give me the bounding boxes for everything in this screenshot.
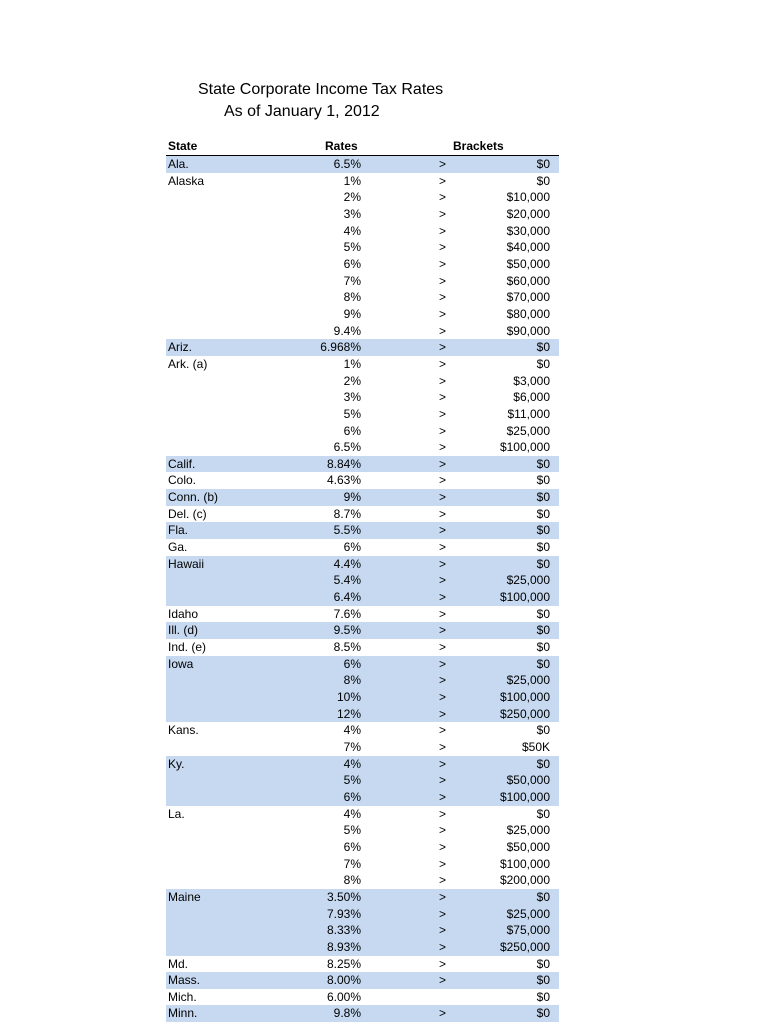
table-row	[166, 556, 559, 573]
state-cell: Del. (c)	[168, 506, 207, 521]
state-cell: La.	[168, 806, 185, 821]
table-row	[166, 989, 559, 1006]
operator-cell: >	[439, 606, 447, 621]
bracket-cell: $30,000	[506, 223, 550, 238]
rate-cell: 10%	[336, 690, 361, 704]
table-row	[166, 273, 559, 290]
state-cell: Conn. (b)	[168, 490, 219, 505]
operator-cell: >	[439, 173, 447, 188]
operator-cell: >	[439, 406, 447, 421]
table-row	[166, 489, 559, 506]
operator-cell: >	[439, 973, 447, 988]
rate-cell: 3%	[343, 206, 361, 221]
table-row	[166, 622, 559, 639]
bracket-cell: $0	[536, 473, 550, 488]
table-row	[166, 173, 559, 190]
column-header-state: State	[168, 139, 198, 153]
table-row	[166, 156, 559, 173]
rate-cell: 4.63%	[326, 473, 361, 488]
rate-cell: 1%	[343, 356, 361, 371]
state-cell: Idaho	[168, 606, 199, 621]
table-row	[166, 522, 559, 539]
rate-cell: 3.50%	[326, 889, 361, 904]
bracket-cell: $25,000	[506, 423, 550, 438]
state-cell: Calif.	[168, 456, 196, 471]
operator-cell: >	[439, 823, 447, 838]
operator-cell: >	[439, 306, 447, 321]
operator-cell: >	[439, 523, 447, 538]
document-subtitle: As of January 1, 2012	[224, 103, 380, 120]
table-row	[166, 239, 559, 256]
bracket-cell: $0	[536, 889, 550, 904]
bracket-cell: $0	[536, 173, 550, 188]
state-cell: Md.	[168, 956, 189, 971]
state-cell: Ill. (d)	[168, 623, 198, 638]
bracket-cell: $250,000	[499, 706, 550, 721]
bracket-cell: $0	[536, 540, 550, 555]
operator-cell: >	[439, 723, 447, 738]
rate-cell: 2%	[343, 190, 361, 205]
table-row	[166, 189, 559, 206]
state-cell: Ariz.	[168, 340, 192, 355]
bracket-cell: $40,000	[506, 240, 550, 255]
table-row	[166, 389, 559, 406]
bracket-cell: $0	[536, 989, 550, 1004]
bracket-cell: $70,000	[506, 290, 550, 305]
operator-cell: >	[439, 590, 447, 605]
document-title: State Corporate Income Tax Rates	[198, 81, 444, 98]
table-row	[166, 472, 559, 489]
table-row	[166, 956, 559, 973]
table-row	[166, 872, 559, 889]
state-cell: Ky.	[168, 756, 185, 771]
bracket-cell: $25,000	[506, 906, 550, 921]
table-row	[166, 889, 559, 906]
state-cell: Ala.	[168, 157, 189, 171]
rate-cell: 6%	[343, 789, 361, 804]
operator-cell: >	[439, 939, 447, 954]
state-cell: Ind. (e)	[168, 640, 207, 655]
rate-cell: 8.5%	[333, 640, 361, 655]
table-row	[166, 1005, 559, 1022]
state-cell: Ga.	[168, 540, 188, 555]
rate-cell: 9.8%	[333, 1006, 361, 1021]
operator-cell: >	[439, 157, 447, 171]
bracket-cell: $0	[536, 490, 550, 505]
bracket-cell: $11,000	[507, 406, 550, 421]
table-row	[166, 572, 559, 589]
rate-cell: 7.93%	[326, 906, 361, 921]
operator-cell: >	[439, 889, 447, 904]
bracket-cell: $6,000	[513, 390, 550, 405]
rate-cell: 5%	[343, 406, 361, 421]
operator-cell: >	[439, 390, 447, 405]
table-row	[166, 772, 559, 789]
column-header-brackets: Brackets	[453, 139, 504, 153]
state-cell: Mass.	[168, 973, 201, 988]
table-row	[166, 589, 559, 606]
operator-cell: >	[439, 356, 447, 371]
rate-cell: 9.5%	[333, 623, 361, 638]
rate-cell: 2%	[343, 373, 361, 388]
table-row	[166, 789, 559, 806]
operator-cell: >	[439, 190, 447, 205]
rate-cell: 9%	[343, 306, 361, 321]
table-row	[166, 972, 559, 989]
bracket-cell: $0	[536, 656, 550, 671]
table-row	[166, 839, 559, 856]
bracket-cell: $0	[536, 806, 550, 821]
state-cell: Mich.	[168, 989, 197, 1004]
table-row	[166, 939, 559, 956]
rate-cell: 8.33%	[326, 923, 361, 938]
table-header	[166, 138, 559, 156]
state-cell: Kans.	[168, 723, 199, 738]
table-row	[166, 206, 559, 223]
operator-cell: >	[439, 640, 447, 655]
table-row	[166, 289, 559, 306]
bracket-cell: $3,000	[513, 373, 550, 388]
rate-cell: 6%	[343, 423, 361, 438]
table-row	[166, 606, 559, 623]
bracket-cell: $0	[536, 1006, 550, 1021]
operator-cell: >	[439, 206, 447, 221]
table-row	[166, 906, 559, 923]
bracket-cell: $250,000	[499, 939, 550, 954]
operator-cell: >	[439, 473, 447, 488]
bracket-cell: $60,000	[506, 273, 550, 288]
rate-cell: 6.00%	[326, 989, 361, 1004]
table-row	[166, 706, 559, 723]
bracket-cell: $0	[536, 556, 550, 571]
rate-cell: 5.5%	[333, 523, 361, 538]
rate-cell: 5.4%	[333, 573, 361, 588]
bracket-cell: $0	[536, 623, 550, 638]
bracket-cell: $0	[536, 606, 550, 621]
rate-cell: 5%	[343, 773, 361, 788]
table-row	[166, 739, 559, 756]
bracket-cell: $0	[536, 506, 550, 521]
bracket-cell: $0	[536, 157, 550, 171]
operator-cell: >	[439, 706, 447, 721]
operator-cell: >	[439, 323, 447, 338]
table-row	[166, 423, 559, 440]
bracket-cell: $0	[536, 340, 550, 355]
rate-cell: 6%	[343, 540, 361, 555]
bracket-cell: $0	[536, 456, 550, 471]
operator-cell: >	[439, 1006, 447, 1021]
operator-cell: >	[439, 506, 447, 521]
bracket-cell: $0	[536, 640, 550, 655]
operator-cell: >	[439, 956, 447, 971]
table-row	[166, 806, 559, 823]
table-row	[166, 689, 559, 706]
operator-cell: >	[439, 290, 447, 305]
operator-cell: >	[439, 456, 447, 471]
rate-cell: 5%	[343, 823, 361, 838]
rate-cell: 6.4%	[333, 590, 361, 605]
table-row	[166, 922, 559, 939]
bracket-cell: $100,000	[499, 590, 550, 605]
operator-cell: >	[439, 240, 447, 255]
rate-cell: 8%	[343, 873, 361, 888]
state-cell: Iowa	[168, 656, 194, 671]
table-row	[166, 406, 559, 423]
operator-cell: >	[439, 440, 447, 455]
operator-cell: >	[439, 789, 447, 804]
table-row	[166, 306, 559, 323]
bracket-cell: $0	[536, 723, 550, 738]
rate-cell: 5%	[343, 240, 361, 255]
bracket-cell: $0	[536, 523, 550, 538]
operator-cell: >	[439, 673, 447, 688]
table-row	[166, 856, 559, 873]
operator-cell: >	[439, 756, 447, 771]
bracket-cell: $25,000	[506, 673, 550, 688]
table-row	[166, 656, 559, 673]
rate-cell: 6%	[343, 656, 361, 671]
table-row	[166, 672, 559, 689]
bracket-cell: $100,000	[499, 440, 550, 455]
bracket-cell: $25,000	[506, 823, 550, 838]
rate-cell: 6.968%	[320, 340, 361, 355]
rate-cell: 4%	[343, 806, 361, 821]
table-row	[166, 339, 559, 356]
table-row	[166, 439, 559, 456]
table-body	[166, 156, 559, 1022]
rate-cell: 4%	[343, 223, 361, 238]
rate-cell: 9%	[343, 490, 361, 505]
table-row	[166, 223, 559, 240]
rate-cell: 6%	[343, 839, 361, 854]
table-row	[166, 506, 559, 523]
state-cell: Ark. (a)	[168, 356, 208, 371]
bracket-cell: $25,000	[506, 573, 550, 588]
bracket-cell: $200,000	[499, 873, 550, 888]
operator-cell: >	[439, 690, 447, 704]
bracket-cell: $10,000	[506, 190, 550, 205]
state-cell: Maine	[168, 889, 201, 904]
rate-cell: 4%	[343, 723, 361, 738]
rate-cell: 7%	[343, 856, 361, 871]
bracket-cell: $75,000	[506, 923, 550, 938]
bracket-cell: $50,000	[506, 256, 550, 271]
operator-cell: >	[439, 373, 447, 388]
operator-cell: >	[439, 856, 447, 871]
rate-cell: 7%	[343, 739, 361, 754]
table-row	[166, 539, 559, 556]
state-cell: Colo.	[168, 473, 197, 488]
rate-cell: 9.4%	[333, 323, 361, 338]
operator-cell: >	[439, 273, 447, 288]
operator-cell: >	[439, 923, 447, 938]
rate-cell: 6.5%	[333, 157, 361, 171]
operator-cell: >	[439, 573, 447, 588]
bracket-cell: $80,000	[506, 306, 550, 321]
rate-cell: 8.25%	[326, 956, 361, 971]
state-cell: Alaska	[168, 173, 205, 188]
operator-cell: >	[439, 806, 447, 821]
rate-cell: 8.84%	[326, 456, 361, 471]
state-cell: Minn.	[168, 1006, 198, 1021]
bracket-cell: $100,000	[499, 856, 550, 871]
rate-cell: 3%	[343, 390, 361, 405]
bracket-cell: $0	[536, 973, 550, 988]
table-row	[166, 323, 559, 340]
operator-cell: >	[439, 556, 447, 571]
bracket-cell: $0	[536, 756, 550, 771]
operator-cell: >	[439, 623, 447, 638]
rate-cell: 8%	[343, 673, 361, 688]
rate-cell: 8%	[343, 290, 361, 305]
rate-cell: 4.4%	[333, 556, 361, 571]
table-row	[166, 456, 559, 473]
table-row	[166, 639, 559, 656]
operator-cell: >	[439, 773, 447, 788]
table-row	[166, 756, 559, 773]
bracket-cell: $0	[536, 956, 550, 971]
bracket-cell: $90,000	[506, 323, 550, 338]
operator-cell: >	[439, 839, 447, 854]
rate-cell: 1%	[343, 173, 361, 188]
operator-cell: >	[439, 423, 447, 438]
bracket-cell: $50,000	[506, 773, 550, 788]
bracket-cell: $50,000	[506, 839, 550, 854]
operator-cell: >	[439, 739, 447, 754]
rate-cell: 8.7%	[333, 506, 361, 521]
bracket-cell: $20,000	[506, 206, 550, 221]
operator-cell: >	[439, 656, 447, 671]
bracket-cell: $50K	[521, 739, 550, 754]
state-cell: Fla.	[168, 523, 189, 538]
rate-cell: 8.93%	[326, 939, 361, 954]
state-cell: Hawaii	[168, 556, 205, 571]
rate-cell: 8.00%	[326, 973, 361, 988]
rate-cell: 7%	[343, 273, 361, 288]
rate-cell: 6.5%	[333, 440, 361, 455]
table-row	[166, 373, 559, 390]
operator-cell: >	[439, 873, 447, 888]
operator-cell: >	[439, 906, 447, 921]
rate-cell: 4%	[343, 756, 361, 771]
operator-cell: >	[439, 340, 447, 355]
column-header-rates: Rates	[325, 139, 358, 153]
bracket-cell: $100,000	[499, 690, 550, 704]
bracket-cell: $0	[536, 356, 550, 371]
operator-cell: >	[439, 223, 447, 238]
rate-cell: 12%	[336, 706, 361, 721]
tax-rate-table	[166, 138, 559, 1022]
operator-cell: >	[439, 490, 447, 505]
table-row	[166, 356, 559, 373]
rate-cell: 6%	[343, 256, 361, 271]
rate-cell: 7.6%	[333, 606, 361, 621]
operator-cell: >	[439, 540, 447, 555]
table-row	[166, 722, 559, 739]
table-row	[166, 256, 559, 273]
operator-cell: >	[439, 256, 447, 271]
bracket-cell: $100,000	[499, 789, 550, 804]
table-row	[166, 822, 559, 839]
